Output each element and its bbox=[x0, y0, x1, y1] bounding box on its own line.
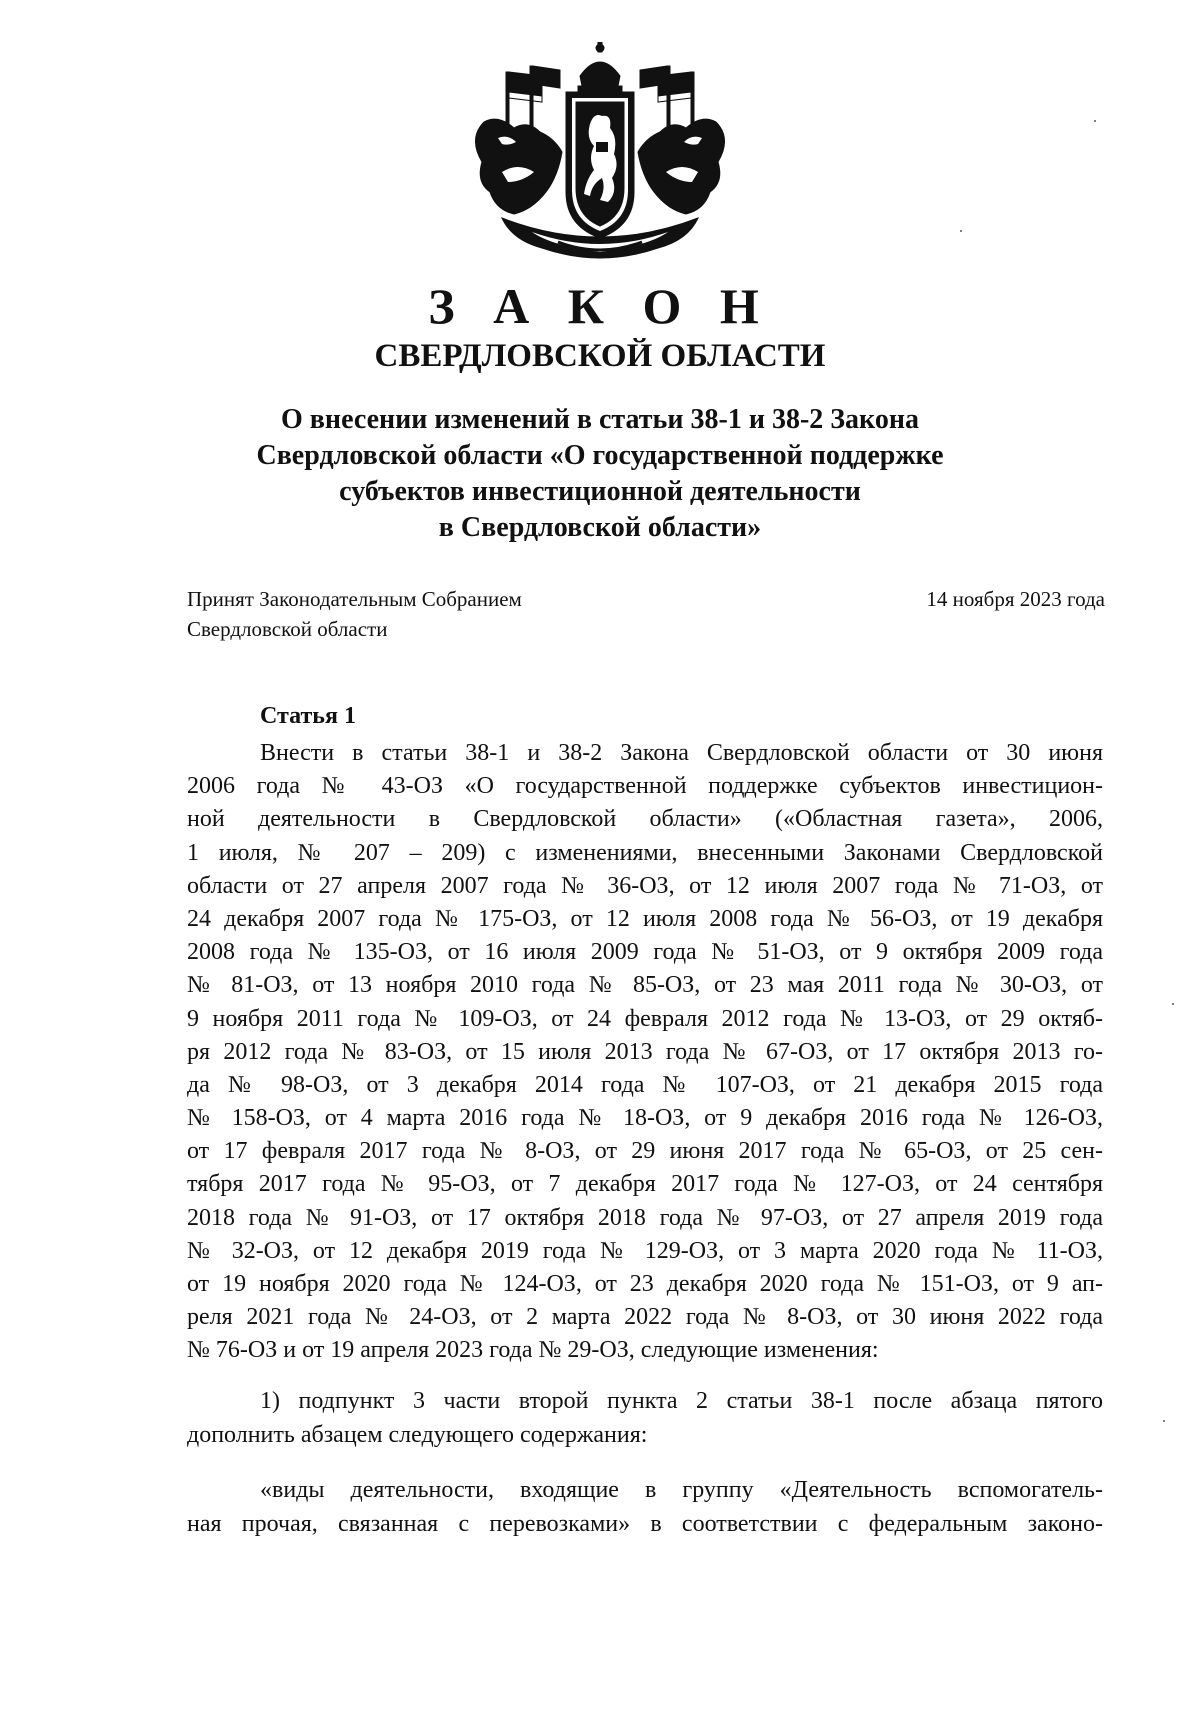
paragraph-line: 24 декабря 2007 года № 175-ОЗ, от 12 июля 2008 года № 56-ОЗ, от 19 декабря bbox=[187, 905, 1103, 932]
paragraph-quote bbox=[187, 1473, 1103, 1541]
paragraph-line: 9 ноября 2011 года № 109-ОЗ, от 24 февраля 2012 года № 13-ОЗ, от 29 октяб- bbox=[187, 1005, 1103, 1032]
paragraph-line: 2006 года № 43-ОЗ «О государственной поддержке субъектов инвестицион- bbox=[187, 773, 1103, 800]
paragraph-line: от 17 февраля 2017 года № 8-ОЗ, от 29 июня 2017 года № 65-ОЗ, от 25 сен- bbox=[187, 1138, 1103, 1165]
scan-speck bbox=[960, 230, 962, 232]
paragraph-line: области от 27 апреля 2007 года № 36-ОЗ, от 12 июля 2007 года № 71-ОЗ, от bbox=[187, 872, 1103, 899]
paragraph-line: 2018 года № 91-ОЗ, от 17 октября 2018 года № 97-ОЗ, от 27 апреля 2019 года bbox=[187, 1204, 1103, 1231]
adopted-by-line: Принят Законодательным Собранием bbox=[187, 587, 522, 611]
paragraph-line: дополнить абзацем следующего содержания: bbox=[187, 1422, 648, 1448]
paragraph-line: ная прочая, связанная с перевозками» в соответствии с федеральным законо- bbox=[187, 1511, 1103, 1537]
paragraph-line: 1) подпункт 3 части второй пункта 2 статьи 38-1 после абзаца пятого bbox=[260, 1388, 1103, 1414]
paragraph-line: 1 июля, № 207 – 209) с изменениями, внесенными Законами Свердловской bbox=[187, 839, 1103, 866]
paragraph-line: Внести в статьи 38-1 и 38-2 Закона Свердловской области от 30 июня bbox=[260, 740, 1103, 766]
paragraph-line: ной деятельности в Свердловской области» («Областная газета», 2006, bbox=[187, 806, 1103, 833]
paragraph-intro bbox=[187, 737, 1103, 1368]
subtitle-line: в Свердловской области» bbox=[438, 512, 762, 543]
adopted-by bbox=[187, 584, 522, 644]
scan-speck bbox=[1163, 1420, 1165, 1422]
paragraph-line: № 81-ОЗ, от 13 ноября 2010 года № 85-ОЗ, от 23 мая 2011 года № 30-ОЗ, от bbox=[187, 972, 1103, 999]
paragraph-line: от 19 ноября 2020 года № 124-ОЗ, от 23 декабря 2020 года № 151-ОЗ, от 9 ап- bbox=[187, 1271, 1103, 1297]
paragraph-line: № 32-ОЗ, от 12 декабря 2019 года № 129-ОЗ, от 3 марта 2020 года № 11-ОЗ, bbox=[187, 1237, 1103, 1264]
scan-speck bbox=[1094, 120, 1096, 122]
paragraph-line: реля 2021 года № 24-ОЗ, от 2 марта 2022 года № 8-ОЗ, от 30 июня 2022 года bbox=[187, 1304, 1103, 1331]
paragraph-line: «виды деятельности, входящие в группу «Деятельность вспомогатель- bbox=[260, 1477, 1103, 1503]
paragraph-line: да № 98-ОЗ, от 3 декабря 2014 года № 107-ОЗ, от 21 декабря 2015 года bbox=[187, 1071, 1103, 1098]
paragraph-line: 2008 года № 135-ОЗ, от 16 июля 2009 года № 51-ОЗ, от 9 октября 2009 года bbox=[187, 939, 1103, 966]
paragraph-line: № 158-ОЗ, от 4 марта 2016 года № 18-ОЗ, от 9 декабря 2016 года № 126-ОЗ, bbox=[187, 1105, 1103, 1132]
law-subtitle bbox=[0, 402, 1200, 546]
paragraph-line: ря 2012 года № 83-ОЗ, от 15 июля 2013 года № 67-ОЗ, от 17 октября 2013 го- bbox=[187, 1038, 1103, 1065]
subtitle-line: О внесении изменений в статьи 38-1 и 38-2 Закона bbox=[281, 404, 919, 435]
adopted-by-line: Свердловской области bbox=[187, 617, 388, 641]
paragraph-line: № 76-ОЗ и от 19 апреля 2023 года № 29-ОЗ, следующие изменения: bbox=[187, 1337, 879, 1364]
region-title: СВЕРДЛОВСКОЙ ОБЛАСТИ bbox=[374, 338, 826, 374]
document-type-title: З А К О Н bbox=[428, 278, 772, 334]
subtitle-line: Свердловской области «О государственной поддержке bbox=[256, 440, 944, 471]
scan-speck bbox=[1172, 1003, 1174, 1005]
adopted-date: 14 ноября 2023 года bbox=[926, 587, 1105, 611]
article-heading: Статья 1 bbox=[260, 703, 356, 729]
paragraph-line: тября 2017 года № 95-ОЗ, от 7 декабря 2017 года № 127-ОЗ, от 24 сентября bbox=[187, 1171, 1103, 1198]
coat-of-arms-emblem bbox=[462, 42, 738, 268]
paragraph-item-1 bbox=[187, 1384, 1103, 1452]
subtitle-line: субъектов инвестиционной деятельности bbox=[339, 476, 861, 507]
